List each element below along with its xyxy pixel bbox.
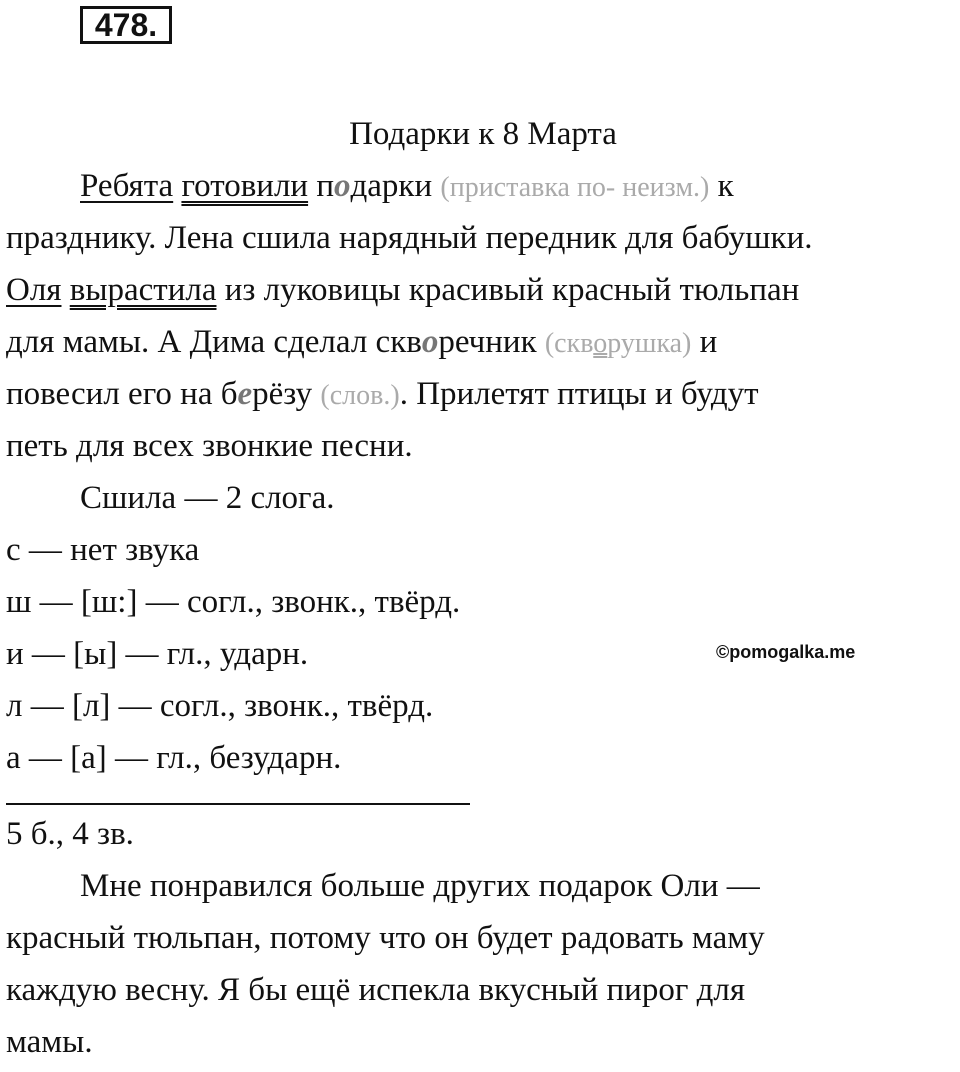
analysis-row: ш — [ш:] — согл., звонк., твёрд. bbox=[6, 584, 461, 620]
predicate-word: готовили bbox=[181, 168, 309, 204]
text-line-4: для мамы. А Дима сделал скворечник (скворушка) и bbox=[6, 324, 718, 360]
closing-line: мамы. bbox=[6, 1024, 93, 1060]
text-title: Подарки к 8 Марта bbox=[349, 116, 617, 152]
dictionary-note: (слов.) bbox=[320, 380, 400, 411]
analysis-header: Сшила — 2 слога. bbox=[80, 480, 335, 516]
text-line-3: Оля вырастила из луковицы красивый красный тюльпан bbox=[6, 272, 800, 308]
word-podarki: подарки bbox=[316, 168, 433, 204]
divider bbox=[6, 784, 960, 808]
analysis-row: и — [ы] — гл., ударн. bbox=[6, 636, 309, 672]
closing-line: каждую весну. Я бы ещё испекла вкусный пирог для bbox=[6, 972, 746, 1008]
highlighted-vowel: о bbox=[421, 324, 439, 360]
text-line-5: повесил его на берёзу (слов.). Прилетят птицы и будут bbox=[6, 376, 759, 412]
analysis-row: л — [л] — согл., звонк., твёрд. bbox=[6, 688, 434, 724]
text-line-2: празднику. Лена сшила нарядный передник для бабушки. bbox=[6, 220, 813, 256]
text-line-6: петь для всех звонкие песни. bbox=[6, 428, 413, 464]
highlighted-vowel: о bbox=[334, 168, 351, 204]
highlighted-vowel: е bbox=[237, 376, 253, 412]
check-word-note: (скворушка) bbox=[544, 328, 692, 359]
document-body bbox=[6, 108, 960, 1068]
text-line-1: Ребята готовили подарки (приставка по- неизм.) к bbox=[80, 168, 734, 204]
task-number: 478. bbox=[80, 6, 172, 44]
analysis-row: а — [а] — гл., безударн. bbox=[6, 740, 342, 776]
closing-line: красный тюльпан, потому что он будет радовать маму bbox=[6, 920, 765, 956]
analysis-summary: 5 б., 4 зв. bbox=[6, 816, 134, 852]
subject-word: Оля bbox=[6, 272, 62, 308]
analysis-row: с — нет звука bbox=[6, 532, 200, 568]
closing-line: Мне понравился больше других подарок Оли — bbox=[80, 868, 760, 904]
grammar-note: (приставка по- неизм.) bbox=[440, 172, 710, 203]
predicate-word: вырастила bbox=[69, 272, 217, 308]
subject-word: Ребята bbox=[80, 168, 174, 204]
watermark: ©pomogalka.me bbox=[716, 642, 856, 662]
